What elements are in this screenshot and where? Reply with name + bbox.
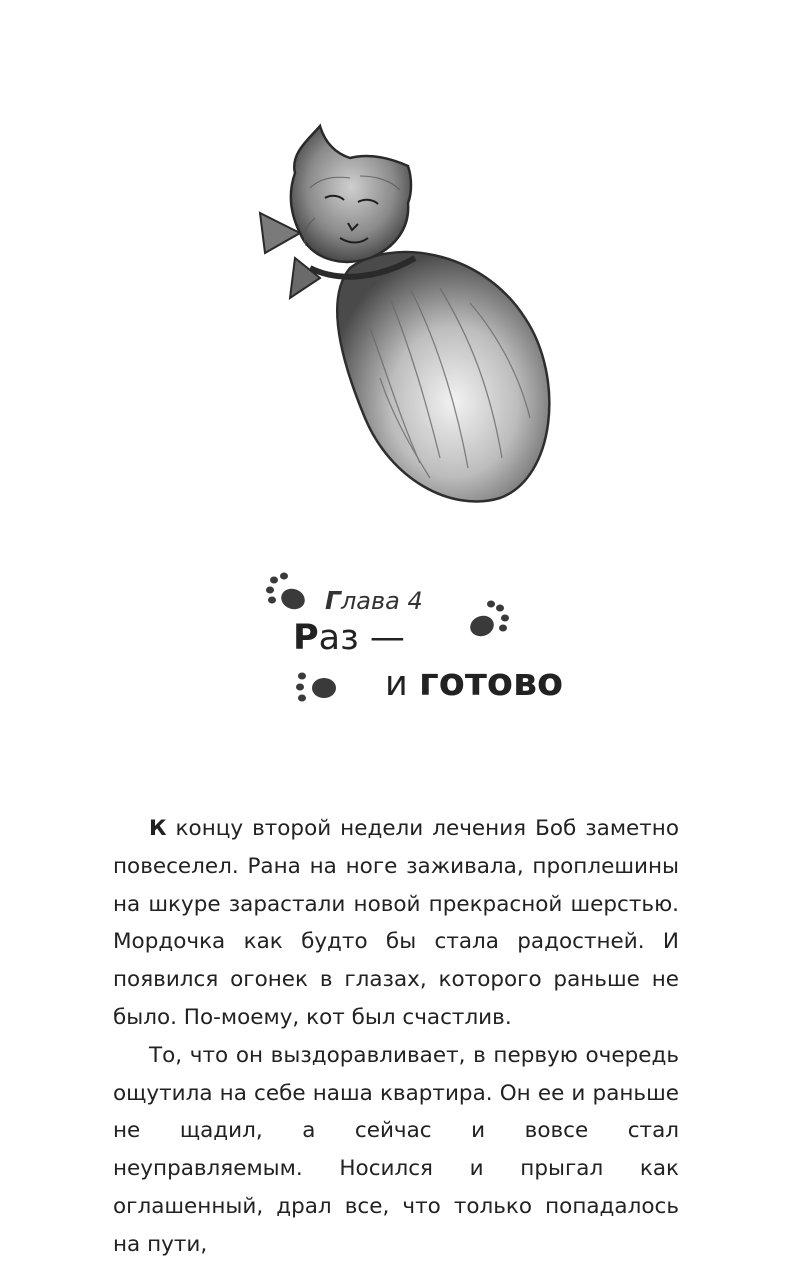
paw-print-icon [462, 600, 512, 644]
body-text [113, 810, 679, 1264]
paw-print-icon [292, 666, 342, 710]
chapter-title-line-2-prefix: и [385, 664, 419, 704]
chapter-title-line-1 [293, 618, 405, 658]
chapter-label-rest: лава 4 [340, 587, 423, 615]
chapter-title-line-2-bold: готово [418, 660, 564, 704]
chapter-label-initial: Г [325, 586, 341, 615]
cat-illustration [240, 118, 580, 518]
chapter-number [325, 586, 423, 615]
paragraph: То, что он выздоравливает, в первую очередь ощутила на себе наша квартира. Он ее и раньше не щадил, а сейчас и вовсе стал неуправляемым. Носился и прыгал как оглашенный, драл все, что только попадалось на пути, [113, 1042, 679, 1257]
chapter-title-initial: Р [293, 618, 319, 658]
paragraph [113, 810, 679, 1037]
paragraph-initial: К [149, 816, 167, 841]
chapter-title-line-1-rest: аз — [318, 618, 405, 658]
paw-print-icon [262, 570, 312, 614]
chapter-title-line-2 [385, 660, 563, 704]
paragraph-text: концу второй недели лечения Боб заметно повеселел. Рана на ноге заживала, проплешины на шкуре зарастали новой прекрасной шерстью. Мордочка как будто бы стала радостней. И появился огонек в глазах, которого раньше не было. По-моему, кот был счастлив. [113, 816, 679, 1030]
